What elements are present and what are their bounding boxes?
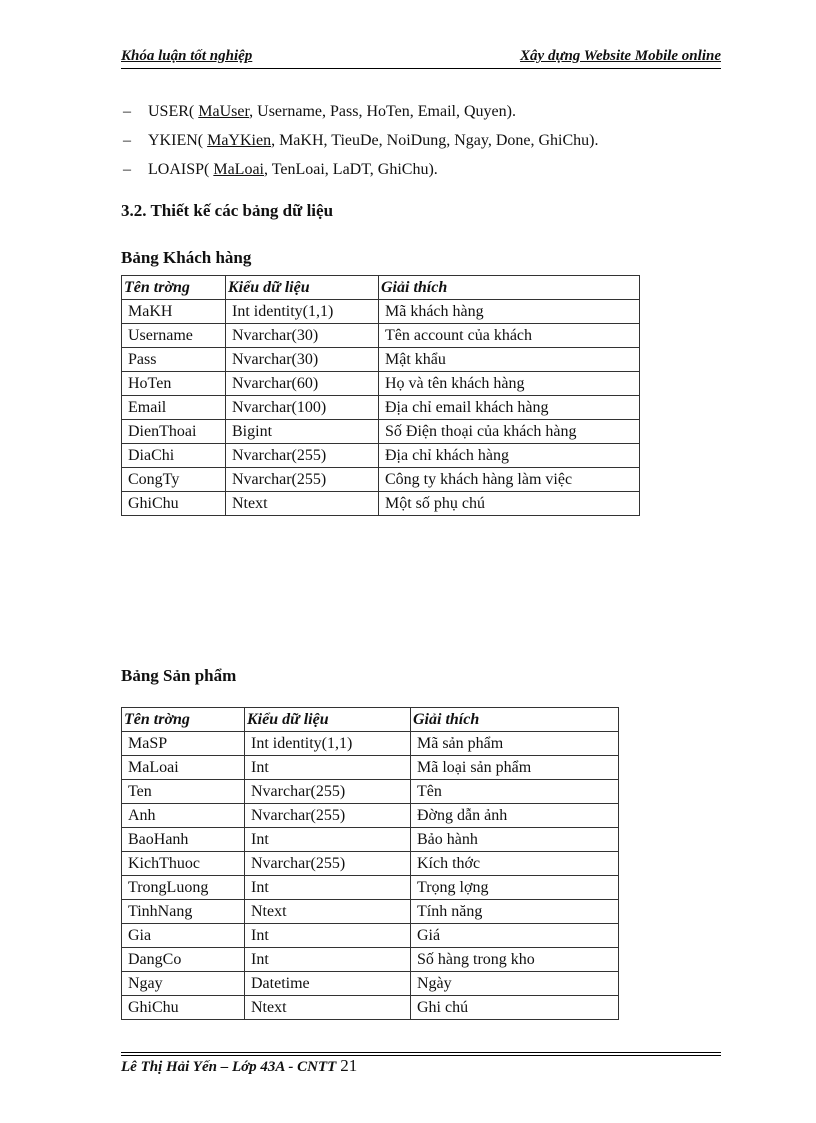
table-cell: Datetime [245,972,411,996]
table-cell: Nvarchar(255) [245,852,411,876]
column-header: Tên trờng [122,708,245,732]
table-cell: Bigint [226,420,379,444]
table-cell: KichThuoc [122,852,245,876]
table-cell: Ghi chú [411,996,619,1020]
table-cell: Ntext [226,492,379,516]
table-row [122,732,619,756]
table-cell: Địa chỉ khách hàng [379,444,640,468]
table-cell: TinhNang [122,900,245,924]
table-cell: Tính năng [411,900,619,924]
table-cell: GhiChu [122,492,226,516]
table-row [122,444,640,468]
table-cell: Ntext [245,900,411,924]
table-cell: Giá [411,924,619,948]
table-row [122,492,640,516]
table-cell: Int [245,876,411,900]
header-project-title: Xây dựng Website Mobile online [520,48,721,64]
table-cell: MaKH [122,300,226,324]
table-cell: Nvarchar(30) [226,348,379,372]
table-row [122,852,619,876]
table-cell: Mật khẩu [379,348,640,372]
page-footer [121,1056,357,1076]
table-cell: Đờng dẫn ảnh [411,804,619,828]
table-cell: Họ và tên khách hàng [379,372,640,396]
page-number: 21 [340,1056,358,1075]
table-cell: Mã khách hàng [379,300,640,324]
column-header: Giải thích [411,708,619,732]
customers-table [121,275,640,516]
table-cell: Địa chỉ email khách hàng [379,396,640,420]
table-cell: Nvarchar(30) [226,324,379,348]
table-cell: DienThoai [122,420,226,444]
table-cell: Int identity(1,1) [226,300,379,324]
table-cell: Bảo hành [411,828,619,852]
table-cell: Ntext [245,996,411,1020]
table-cell: Int identity(1,1) [245,732,411,756]
header-thesis-title: Khóa luận tốt nghiệp [121,48,253,64]
table-cell: Int [245,828,411,852]
table-row [122,756,619,780]
header-divider [121,68,721,69]
table-cell: Nvarchar(255) [245,780,411,804]
table-cell: Tên [411,780,619,804]
table-cell: Gia [122,924,245,948]
table-row [122,828,619,852]
table-cell: Nvarchar(255) [226,444,379,468]
table-cell: Anh [122,804,245,828]
products-table [121,707,619,1020]
table-cell: Pass [122,348,226,372]
table-row [122,396,640,420]
footer-divider [121,1052,721,1053]
table-row [122,924,619,948]
table-row [122,996,619,1020]
primary-key: MaUser [198,103,250,120]
table-cell: DangCo [122,948,245,972]
table-row [122,420,640,444]
table-cell: Nvarchar(60) [226,372,379,396]
table-cell: Mã sản phẩm [411,732,619,756]
table-cell: Nvarchar(255) [226,468,379,492]
table-cell: Int [245,756,411,780]
table-cell: Số hàng trong kho [411,948,619,972]
table-cell: HoTen [122,372,226,396]
table-header-row [122,708,619,732]
primary-key: MaYKien [207,132,272,149]
table-header-row [122,276,640,300]
table-cell: CongTy [122,468,226,492]
table-cell: Int [245,948,411,972]
table-cell: Email [122,396,226,420]
table-cell: GhiChu [122,996,245,1020]
table-cell: Mã loại sản phẩm [411,756,619,780]
table-caption-products: Bảng Sản phẩm [121,666,237,685]
table-row [122,804,619,828]
section-heading: 3.2. Thiết kế các bảng dữ liệu [121,201,334,220]
dash-bullet-icon: – [123,132,131,149]
table-cell: TrongLuong [122,876,245,900]
table-cell: DiaChi [122,444,226,468]
table-cell: Ngay [122,972,245,996]
table-cell: Nvarchar(100) [226,396,379,420]
dash-bullet-icon: – [123,103,131,120]
table-row [122,348,640,372]
table-cell: Nvarchar(255) [245,804,411,828]
list-item: – LOAISP( MaLoai, TenLoai, LaDT, GhiChu). [121,158,721,187]
column-header: Kiểu dữ liệu [245,708,411,732]
footer-author: Lê Thị Hải Yến – Lớp 43A - CNTT [121,1059,337,1075]
table-cell: Tên account của khách [379,324,640,348]
page-header [121,46,721,68]
entity-list [121,100,721,187]
table-row [122,876,619,900]
table-cell: Int [245,924,411,948]
table-row [122,372,640,396]
list-item: – USER( MaUser, Username, Pass, HoTen, Email, Quyen). [121,100,721,129]
table-cell: Ngày [411,972,619,996]
column-header: Giải thích [379,276,640,300]
table-cell: Số Điện thoại của khách hàng [379,420,640,444]
table-caption-customers: Bảng Khách hàng [121,248,252,267]
table-row [122,468,640,492]
table-cell: MaLoai [122,756,245,780]
column-header: Kiểu dữ liệu [226,276,379,300]
column-header: Tên trờng [122,276,226,300]
table-row [122,324,640,348]
table-cell: Công ty khách hàng làm việc [379,468,640,492]
table-row [122,300,640,324]
table-cell: Ten [122,780,245,804]
primary-key: MaLoai [213,161,264,178]
table-cell: MaSP [122,732,245,756]
table-cell: Một số phụ chú [379,492,640,516]
table-row [122,972,619,996]
list-item: – YKIEN( MaYKien, MaKH, TieuDe, NoiDung, Ngay, Done, GhiChu). [121,129,721,158]
table-cell: BaoHanh [122,828,245,852]
table-cell: Trọng lợng [411,876,619,900]
table-cell: Kích thớc [411,852,619,876]
dash-bullet-icon: – [123,161,131,178]
table-row [122,948,619,972]
table-cell: Username [122,324,226,348]
table-row [122,780,619,804]
table-row [122,900,619,924]
